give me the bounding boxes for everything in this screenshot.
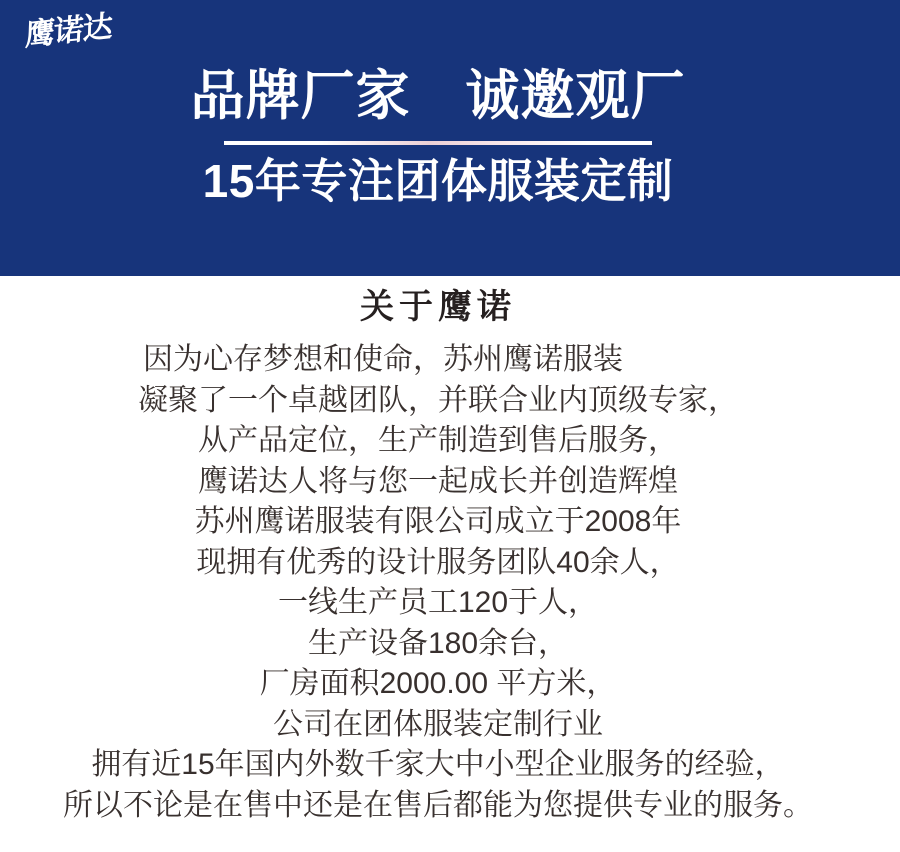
about-line: 现拥有优秀的设计服务团队40余人，	[196, 545, 680, 579]
banner-subtitle: 15年专注团体服装定制	[202, 154, 674, 207]
about-line: 凝聚了一个卓越团队，并联合业内顶级专家，	[138, 383, 738, 417]
about-line: 所以不论是在售中还是在售后都能为您提供专业的服务。	[63, 788, 813, 822]
about-line: 因为心存梦想和使命，苏州鹰诺服装	[143, 343, 623, 377]
banner-content	[0, 66, 888, 207]
about-section	[0, 276, 888, 826]
about-line: 生产设备180余台，	[307, 626, 569, 660]
banner-title: 品牌厂家 诚邀观厂	[190, 66, 686, 126]
about-line: 鹰诺达人将与您一起成长并创造辉煌	[198, 464, 678, 498]
about-line: 厂房面积2000.00 平方米，	[259, 667, 617, 701]
brand-logo: 鹰诺达	[24, 9, 113, 53]
about-paragraph	[0, 340, 888, 826]
about-line: 拥有近15年国内外数千家大中小型企业服务的经验，	[91, 748, 785, 782]
header-banner	[0, 0, 900, 276]
about-line: 从产品定位，生产制造到售后服务，	[198, 424, 678, 458]
about-line: 公司在团体服装定制行业	[273, 707, 603, 741]
about-line: 一线生产员工120于人，	[277, 586, 599, 620]
about-line: 苏州鹰诺服装有限公司成立于2008年	[194, 505, 682, 539]
section-title: 关于鹰诺	[360, 288, 516, 326]
title-underline	[224, 141, 652, 145]
